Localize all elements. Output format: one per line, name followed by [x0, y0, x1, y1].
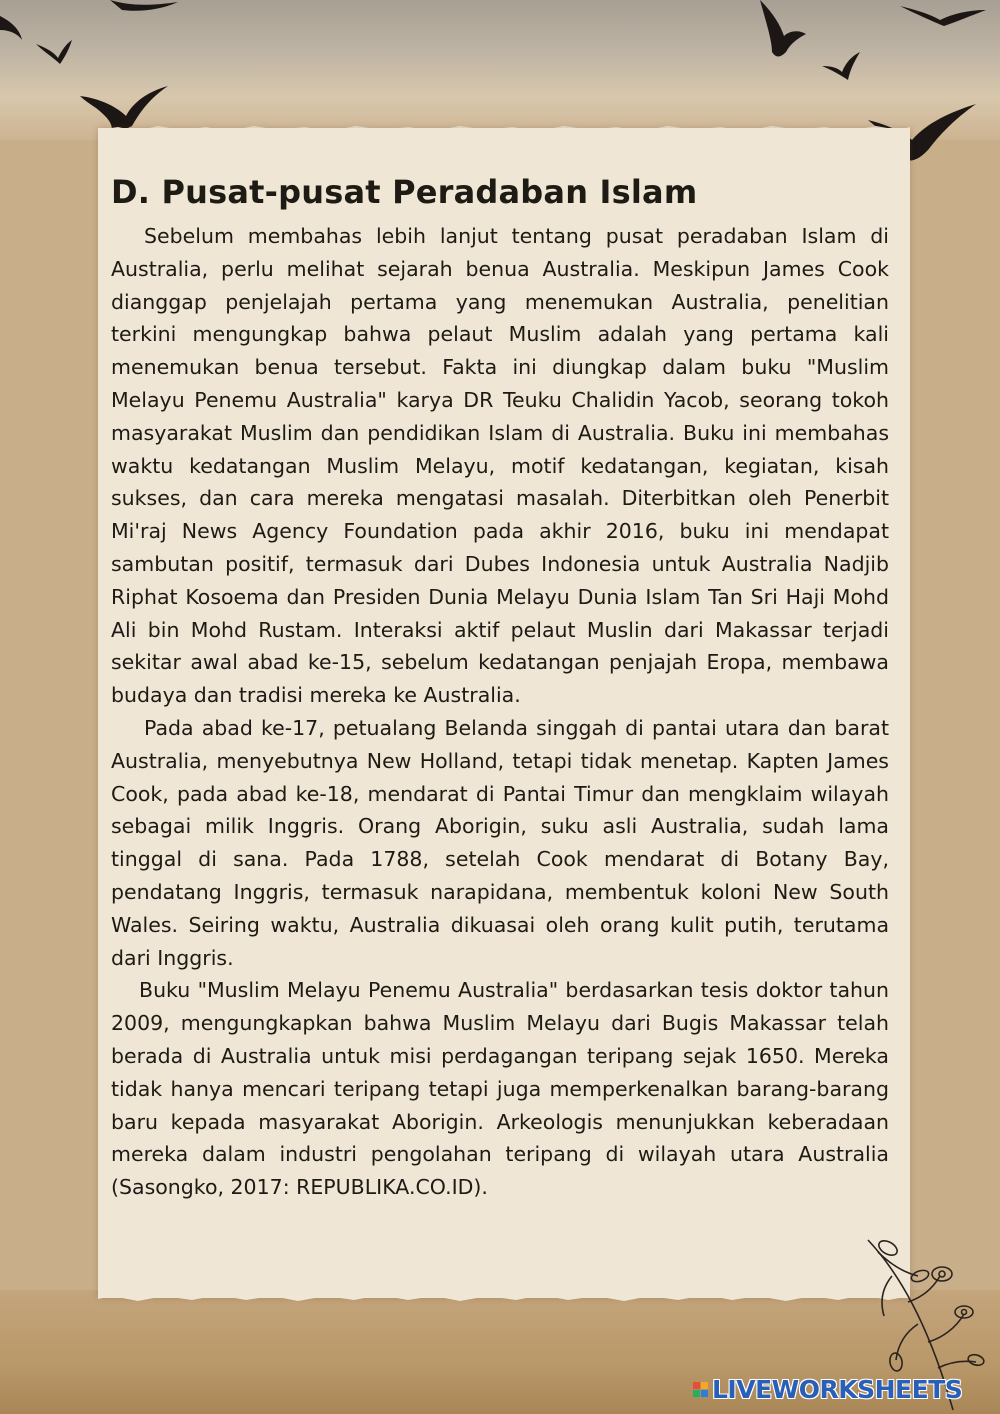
liveworksheets-logo-icon — [693, 1382, 708, 1397]
liveworksheets-watermark — [693, 1374, 962, 1404]
section-heading: D. Pusat-pusat Peradaban Islam — [111, 173, 698, 211]
paragraph-3: Buku "Muslim Melayu Penemu Australia" berdasarkan tesis doktor tahun 2009, mengungkapkan bahwa Muslim Melayu dari Bugis Makassar telah berada di Australia untuk misi perdagangan teripang sejak 1650. Mereka tidak hanya mencari teripang tetapi juga memperkenalkan barang-barang baru kepada masyarakat Aborigin. Arkeologis menunjukkan keberadaan mereka dalam industri pengolahan teripang di wilayah utara Australia (Sasongko, 2017: REPUBLIKA.CO.ID). — [111, 978, 889, 1200]
paragraph-1: Sebelum membahas lebih lanjut tentang pusat peradaban Islam di Australia, perlu melihat sejarah benua Australia. Meskipun James Cook dianggap penjelajah pertama yang menemukan Australia, penelitian terkini mengungkap bahwa pelaut Muslim adalah yang pertama kali menemukan benua tersebut. Fakta ini diungkap dalam buku "Muslim Melayu Penemu Australia" karya DR Teuku Chalidin Yacob, seorang tokoh masyarakat Muslim dan pendidikan Islam di Australia. Buku ini membahas waktu kedatangan Muslim Melayu, motif kedatangan, kegiatan, kisah sukses, dan cara mereka mengatasi masalah. Diterbitkan oleh Penerbit Mi'raj News Agency Foundation pada akhir 2016, buku ini mendapat sambutan positif, termasuk dari Dubes Indonesia untuk Australia Nadjib Riphat Kosoema dan Presiden Dunia Melayu Dunia Islam Tan Sri Haji Mohd Ali bin Mohd Rustam. Interaksi aktif pelaut Muslin dari Makassar terjadi sekitar awal abad ke-15, sebelum kedatangan penjajah Eropa, membawa budaya dan tradisi mereka ke Australia. — [111, 224, 889, 708]
paragraph-2: Pada abad ke-17, petualang Belanda singgah di pantai utara dan barat Australia, menyebutnya New Holland, tetapi tidak menetap. Kapten James Cook, pada abad ke-18, mendarat di Pantai Timur dan mengklaim wilayah sebagai milik Inggris. Orang Aborigin, suku asli Australia, sudah lama tinggal di sana. Pada 1788, setelah Cook mendarat di Botany Bay, pendatang Inggris, termasuk narapidana, membentuk koloni New South Wales. Seiring waktu, Australia dikuasai oleh orang kulit putih, terutama dari Inggris. — [111, 715, 889, 970]
article-content — [111, 170, 889, 1204]
watermark-text: LIVEWORKSHEETS — [712, 1374, 963, 1404]
paper-torn-edge-bottom — [98, 1288, 910, 1308]
